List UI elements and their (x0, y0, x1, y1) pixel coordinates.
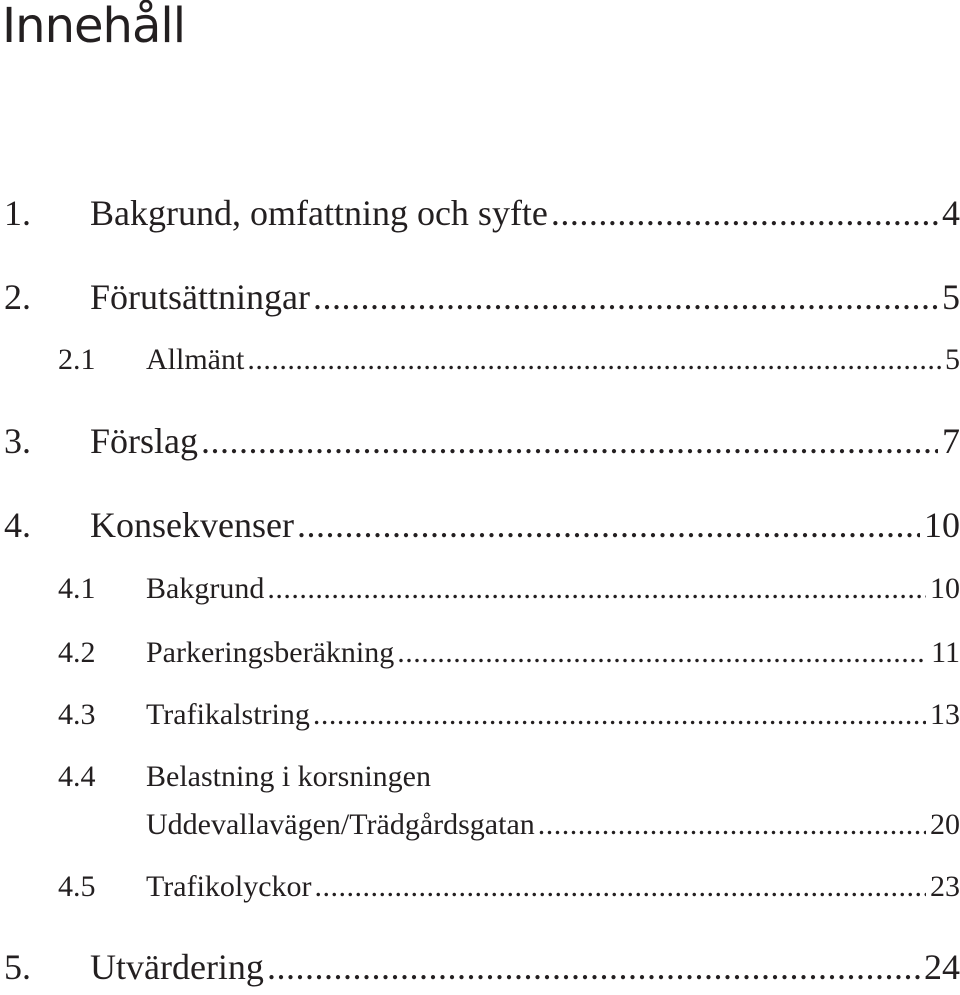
toc-entry-label: Förslag (90, 421, 198, 461)
toc-entry-page: 7 (942, 421, 960, 461)
toc-entry-page: 5 (945, 343, 960, 376)
toc-entry-page: 10 (930, 572, 960, 605)
toc-entry-label: Trafikolyckor (146, 870, 312, 903)
toc-entry-label: Bakgrund, omfattning och syfte (90, 193, 548, 233)
dot-leader (247, 343, 941, 377)
toc-entry-label-continued: Uddevallavägen/Trädgårdsgatan (146, 808, 535, 841)
toc-entry-label: Förutsättningar (90, 277, 310, 317)
toc-entry-number: 4.4 (58, 760, 96, 793)
toc-entry-number: 4.2 (58, 636, 96, 669)
toc-entry-page: 24 (924, 947, 960, 987)
toc-entry-number: 1. (4, 193, 31, 233)
toc-entry-number: 4. (4, 505, 31, 545)
dot-leader (551, 192, 938, 234)
toc-entry-page: 23 (930, 870, 960, 903)
toc-entry-page: 5 (942, 277, 960, 317)
toc-entry-number: 5. (4, 947, 31, 987)
toc-entry-number: 2. (4, 277, 31, 317)
dot-leader (538, 808, 926, 842)
dot-leader (313, 698, 926, 732)
toc-entry-number: 4.3 (58, 698, 96, 731)
dot-leader (267, 572, 926, 606)
toc-entry-number: 3. (4, 421, 31, 461)
toc-entry-page: 13 (930, 698, 960, 731)
toc-entry-label: Bakgrund (146, 572, 265, 605)
toc-entry-page: 10 (924, 505, 960, 545)
dot-leader (267, 946, 920, 988)
page-title: Innehåll (2, 0, 186, 54)
dot-leader (313, 276, 938, 318)
toc-entry-label: Allmänt (146, 343, 245, 376)
dot-leader (201, 420, 938, 462)
toc-entry-number: 4.1 (58, 572, 96, 605)
toc-entry-number: 2.1 (58, 343, 96, 376)
toc-entry-page: 4 (942, 193, 960, 233)
toc-entry-page: 11 (931, 636, 960, 669)
dot-leader (297, 504, 920, 546)
toc-entry-label: Belastning i korsningen (146, 760, 431, 793)
toc-entry-label: Trafikalstring (146, 698, 310, 731)
toc-entry-label: Konsekvenser (90, 505, 294, 545)
toc-entry-label: Parkeringsberäkning (146, 636, 395, 669)
dot-leader (315, 870, 926, 904)
toc-entry-page: 20 (930, 808, 960, 841)
toc-entry-number: 4.5 (58, 870, 96, 903)
toc-entry-label: Utvärdering (90, 947, 264, 987)
dot-leader (397, 636, 927, 670)
